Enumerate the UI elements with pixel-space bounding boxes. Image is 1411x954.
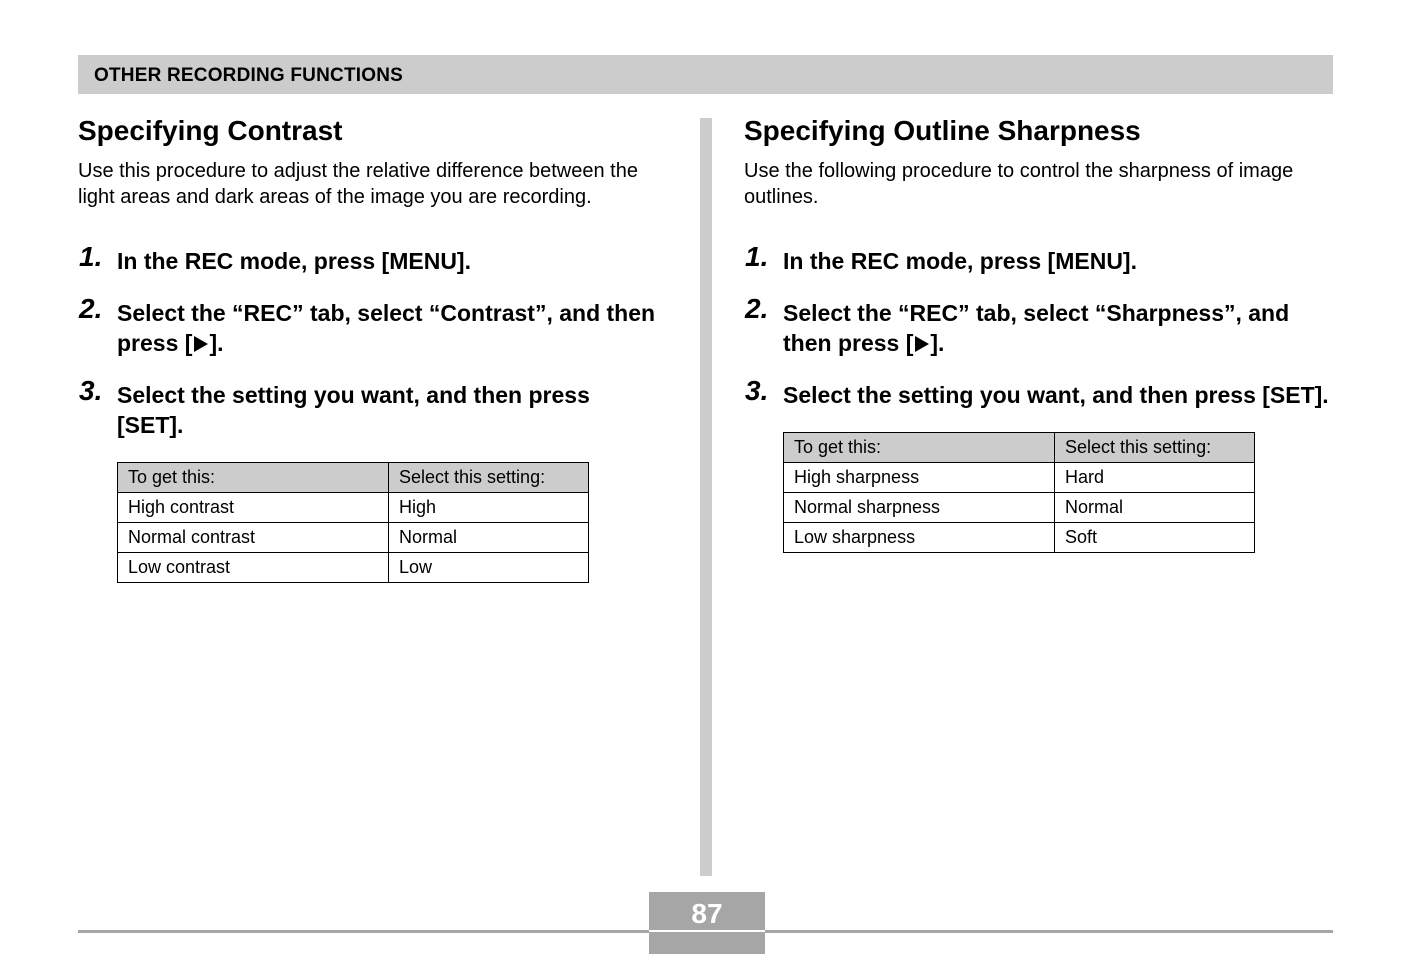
page-box-gap <box>649 930 765 932</box>
table-row <box>784 493 1255 523</box>
step-text-before: Select the “REC” tab, select “Sharpness”, and then press [ <box>783 300 1290 356</box>
step-number: 1. <box>745 241 769 272</box>
table-row <box>118 553 589 583</box>
step-text <box>783 300 1289 356</box>
step-text: In the REC mode, press [MENU]. <box>117 248 471 274</box>
table-cell: Normal contrast <box>118 523 389 553</box>
contrast-steps <box>78 241 658 440</box>
table-cell: Low <box>389 553 589 583</box>
table-row <box>784 463 1255 493</box>
right-triangle-icon <box>915 336 929 352</box>
sharpness-title: Specifying Outline Sharpness <box>744 115 1141 146</box>
step-text: In the REC mode, press [MENU]. <box>783 248 1137 274</box>
contrast-settings-table <box>117 462 589 583</box>
step-text-before: Select the “REC” tab, select “Contrast”, and then press [ <box>117 300 656 356</box>
table-cell: Low sharpness <box>784 523 1055 553</box>
table-header-cell: To get this: <box>118 463 389 493</box>
sharpness-step-3 <box>744 375 1344 410</box>
step-text: Select the setting you want, and then press [SET]. <box>783 382 1329 408</box>
contrast-section <box>78 114 658 583</box>
table-cell: Normal <box>1055 493 1255 523</box>
table-cell: Hard <box>1055 463 1255 493</box>
table-header-cell: To get this: <box>784 433 1055 463</box>
right-triangle-icon <box>194 336 208 352</box>
section-header-band <box>78 55 1333 94</box>
contrast-title: Specifying Contrast <box>78 115 343 146</box>
table-row <box>784 523 1255 553</box>
step-text-after: ]. <box>209 330 224 356</box>
contrast-step-3 <box>78 375 658 440</box>
table-cell: Normal <box>389 523 589 553</box>
step-number: 1. <box>79 241 103 272</box>
step-text: Select the setting you want, and then press [SET]. <box>117 382 590 438</box>
step-number: 3. <box>745 375 769 406</box>
table-row <box>118 493 589 523</box>
step-text <box>117 300 655 356</box>
section-header-title: OTHER RECORDING FUNCTIONS <box>94 65 403 86</box>
table-cell: High <box>389 493 589 523</box>
step-number: 2. <box>79 293 103 324</box>
table-header-row <box>118 463 589 493</box>
step-number: 2. <box>745 293 769 324</box>
sharpness-section <box>744 114 1344 553</box>
sharpness-steps <box>744 241 1344 410</box>
step-text-after: ]. <box>930 330 945 356</box>
sharpness-step-1 <box>744 241 1344 276</box>
table-cell: High sharpness <box>784 463 1055 493</box>
table-cell: Soft <box>1055 523 1255 553</box>
column-divider <box>700 118 712 876</box>
table-header-cell: Select this setting: <box>389 463 589 493</box>
contrast-step-1 <box>78 241 658 276</box>
sharpness-settings-table <box>783 432 1255 553</box>
table-cell: Normal sharpness <box>784 493 1055 523</box>
table-header-cell: Select this setting: <box>1055 433 1255 463</box>
table-header-row <box>784 433 1255 463</box>
table-cell: High contrast <box>118 493 389 523</box>
table-row <box>118 523 589 553</box>
table-cell: Low contrast <box>118 553 389 583</box>
sharpness-intro: Use the following procedure to control the sharpness of image outlines. <box>744 160 1294 208</box>
contrast-intro: Use this procedure to adjust the relative difference between the light areas and dark areas of the image you are recording. <box>78 160 638 208</box>
page-number-box <box>649 892 765 954</box>
contrast-step-2 <box>78 293 658 358</box>
step-number: 3. <box>79 375 103 406</box>
page-number: 87 <box>691 898 723 929</box>
sharpness-step-2 <box>744 293 1344 358</box>
